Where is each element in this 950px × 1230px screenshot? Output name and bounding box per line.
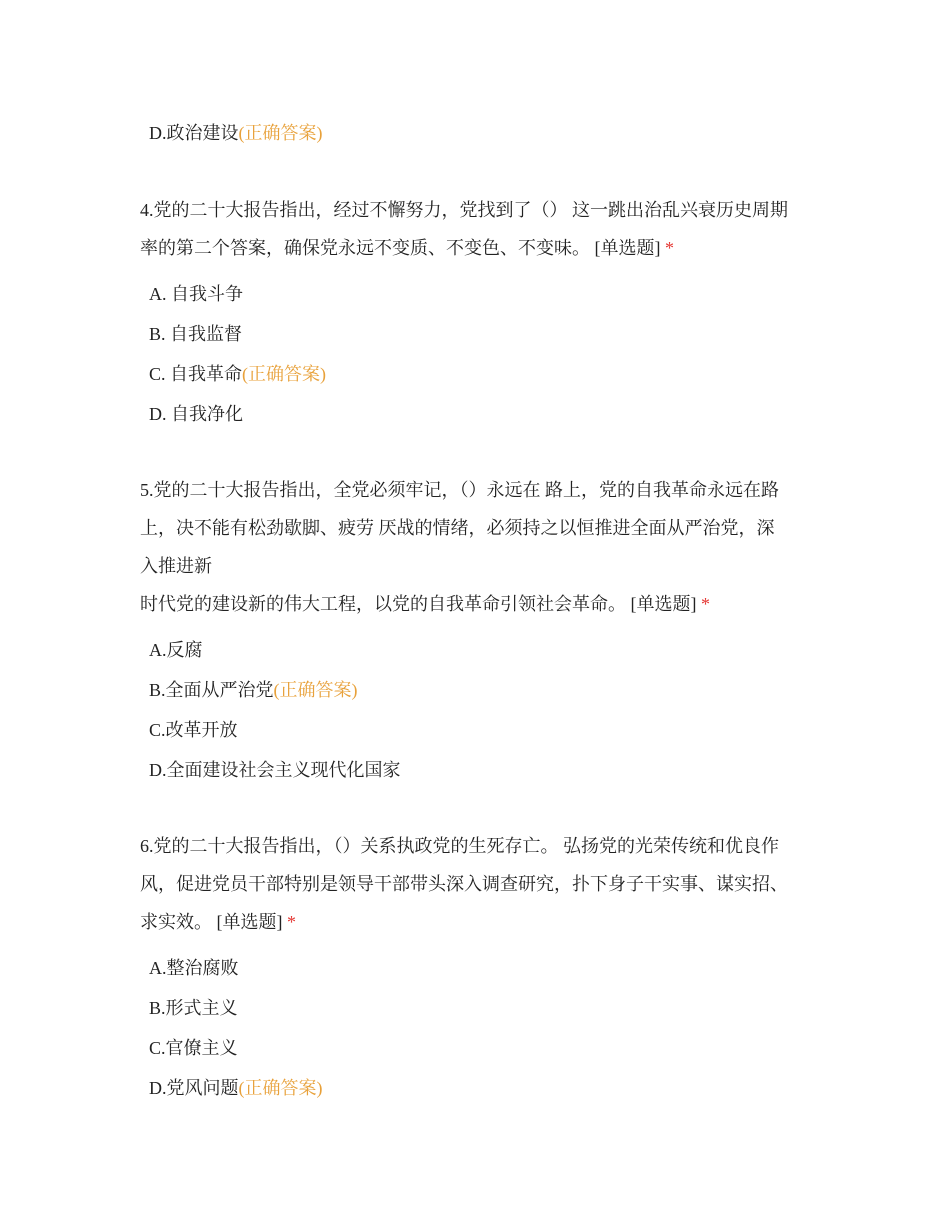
required-marker: * xyxy=(665,238,674,258)
q4-stem-line1: 4.党的二十大报告指出，经过不懈努力，党找到了（） 这一跳出治乱兴衰历史周期 xyxy=(140,200,788,220)
q6-option-b[interactable]: B.形式主义 xyxy=(149,998,238,1018)
q6-stem-line1: 6.党的二十大报告指出，（）关系执政党的生死存亡。 弘扬党的光荣传统和优良作 xyxy=(140,836,779,856)
q6-stem-line3 xyxy=(140,910,296,934)
q4-option-d[interactable]: D. 自我净化 xyxy=(149,404,243,424)
required-marker: * xyxy=(287,912,296,932)
q6-stem-line2: 风，促进党员干部特别是领导干部带头深入调查研究，扑下身子干实事、谋实招、 xyxy=(140,874,788,894)
stem-text: 时代党的建设新的伟大工程，以党的自我革命引领社会革命。 xyxy=(140,594,626,614)
option-text: D.党风问题 xyxy=(149,1078,239,1098)
q6-option-d[interactable] xyxy=(149,1076,323,1100)
question-type-label: [单选题] xyxy=(630,594,697,614)
q5-stem-line2: 上，决不能有松劲歇脚、疲劳 厌战的情绪，必须持之以恒推进全面从严治党，深 xyxy=(140,518,775,538)
q4-option-b[interactable]: B. 自我监督 xyxy=(149,324,243,344)
q5-stem-line3: 入推进新 xyxy=(140,556,212,576)
option-text: B.全面从严治党 xyxy=(149,680,274,700)
q4-option-a[interactable]: A. 自我斗争 xyxy=(149,284,243,304)
option-text: D.政治建设 xyxy=(149,123,239,143)
required-marker: * xyxy=(701,594,710,614)
q6-option-c[interactable]: C.官僚主义 xyxy=(149,1038,238,1058)
correct-answer-tag: (正确答案) xyxy=(238,1078,323,1098)
correct-answer-tag: (正确答案) xyxy=(273,680,358,700)
q6-option-a[interactable]: A.整治腐败 xyxy=(149,958,239,978)
q5-option-d[interactable]: D.全面建设社会主义现代化国家 xyxy=(149,760,401,780)
q5-option-c[interactable]: C.改革开放 xyxy=(149,720,238,740)
q3-option-d[interactable] xyxy=(149,121,323,145)
q5-stem-line4 xyxy=(140,592,710,616)
stem-text: 求实效。 xyxy=(140,912,212,932)
q4-stem-line2 xyxy=(140,236,674,260)
option-text: C. 自我革命 xyxy=(149,364,243,384)
correct-answer-tag: (正确答案) xyxy=(238,123,323,143)
q5-option-a[interactable]: A.反腐 xyxy=(149,640,203,660)
q5-stem-line1: 5.党的二十大报告指出，全党必须牢记，（）永远在 路上，党的自我革命永远在路 xyxy=(140,480,779,500)
correct-answer-tag: (正确答案) xyxy=(242,364,327,384)
q4-option-c[interactable] xyxy=(149,362,326,386)
q5-option-b[interactable] xyxy=(149,678,358,702)
question-type-label: [单选题] xyxy=(594,238,661,258)
question-type-label: [单选题] xyxy=(216,912,283,932)
stem-text: 率的第二个答案，确保党永远不变质、不变色、不变味。 xyxy=(140,238,590,258)
